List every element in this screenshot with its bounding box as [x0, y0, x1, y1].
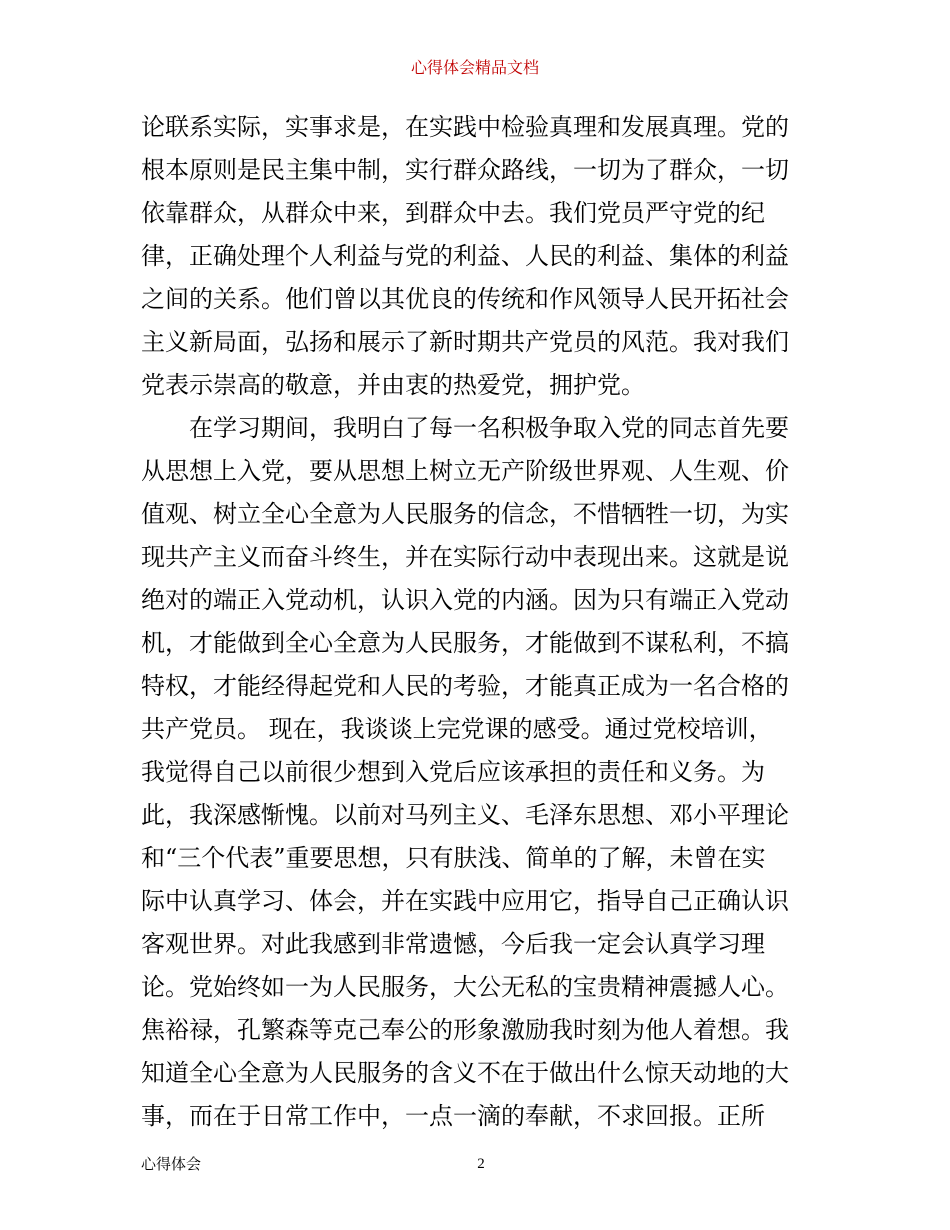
page-footer — [141, 1152, 816, 1176]
text-line: 主义新局面，弘扬和展示了新时期共产党员的风范。我对我们 — [141, 328, 789, 356]
text-line: 此，我深感惭愧。以前对马列主义、毛泽东思想、邓小平理论 — [141, 801, 789, 829]
text-line: 之间的关系。他们曾以其优良的传统和作风领导人民开拓社会 — [141, 285, 789, 313]
text-line: 我觉得自己以前很少想到入党后应该承担的责任和义务。为 — [141, 758, 765, 786]
text-line: 现共产主义而奋斗终生，并在实际行动中表现出来。这就是说 — [141, 543, 789, 571]
text-line: 特权，才能经得起党和人民的考验，才能真正成为一名合格的 — [141, 672, 789, 700]
text-line: 知道全心全意为人民服务的含义不在于做出什么惊天动地的大 — [141, 1059, 789, 1087]
text-line: 论联系实际，实事求是，在实践中检验真理和发展真理。党的 — [141, 113, 789, 141]
text-line: 共产党员。 现在，我谈谈上完党课的感受。通过党校培训， — [141, 715, 773, 743]
text-line: 在学习期间，我明白了每一名积极争取入党的同志首先要 — [141, 414, 789, 442]
body-text — [141, 106, 816, 1138]
text-line: 和“三个代表”重要思想，只有肤浅、简单的了解，未曾在实 — [141, 844, 766, 872]
footer-label: 心得体会 — [141, 1155, 202, 1173]
text-line: 律，正确处理个人利益与党的利益、人民的利益、集体的利益 — [141, 242, 789, 270]
text-line: 绝对的端正入党动机，认识入党的内涵。因为只有端正入党动 — [141, 586, 789, 614]
text-line: 客观世界。对此我感到非常遗憾，今后我一定会认真学习理 — [141, 930, 765, 958]
text-line: 事，而在于日常工作中，一点一滴的奉献，不求回报。正所 — [141, 1102, 765, 1130]
text-line: 党表示崇高的敬意，并由衷的热爱党，拥护党。 — [141, 371, 645, 399]
text-line: 论。党始终如一为人民服务，大公无私的宝贵精神震撼人心。 — [141, 973, 789, 1001]
text-line: 从思想上入党，要从思想上树立无产阶级世界观、人生观、价 — [141, 457, 789, 485]
text-line: 焦裕禄，孔繁森等克己奉公的形象激励我时刻为他人着想。我 — [141, 1016, 789, 1044]
text-line: 际中认真学习、体会，并在实践中应用它，指导自己正确认识 — [141, 887, 789, 915]
page-header: 心得体会精品文档 — [410, 58, 539, 77]
text-line: 值观、树立全心全意为人民服务的信念，不惜牺牲一切，为实 — [141, 500, 789, 528]
text-line: 依靠群众，从群众中来，到群众中去。我们党员严守党的纪 — [141, 199, 765, 227]
text-line: 机，才能做到全心全意为人民服务，才能做到不谋私利，不搞 — [141, 629, 789, 657]
page-number: 2 — [477, 1156, 485, 1172]
text-line: 根本原则是民主集中制，实行群众路线，一切为了群众，一切 — [141, 156, 789, 184]
